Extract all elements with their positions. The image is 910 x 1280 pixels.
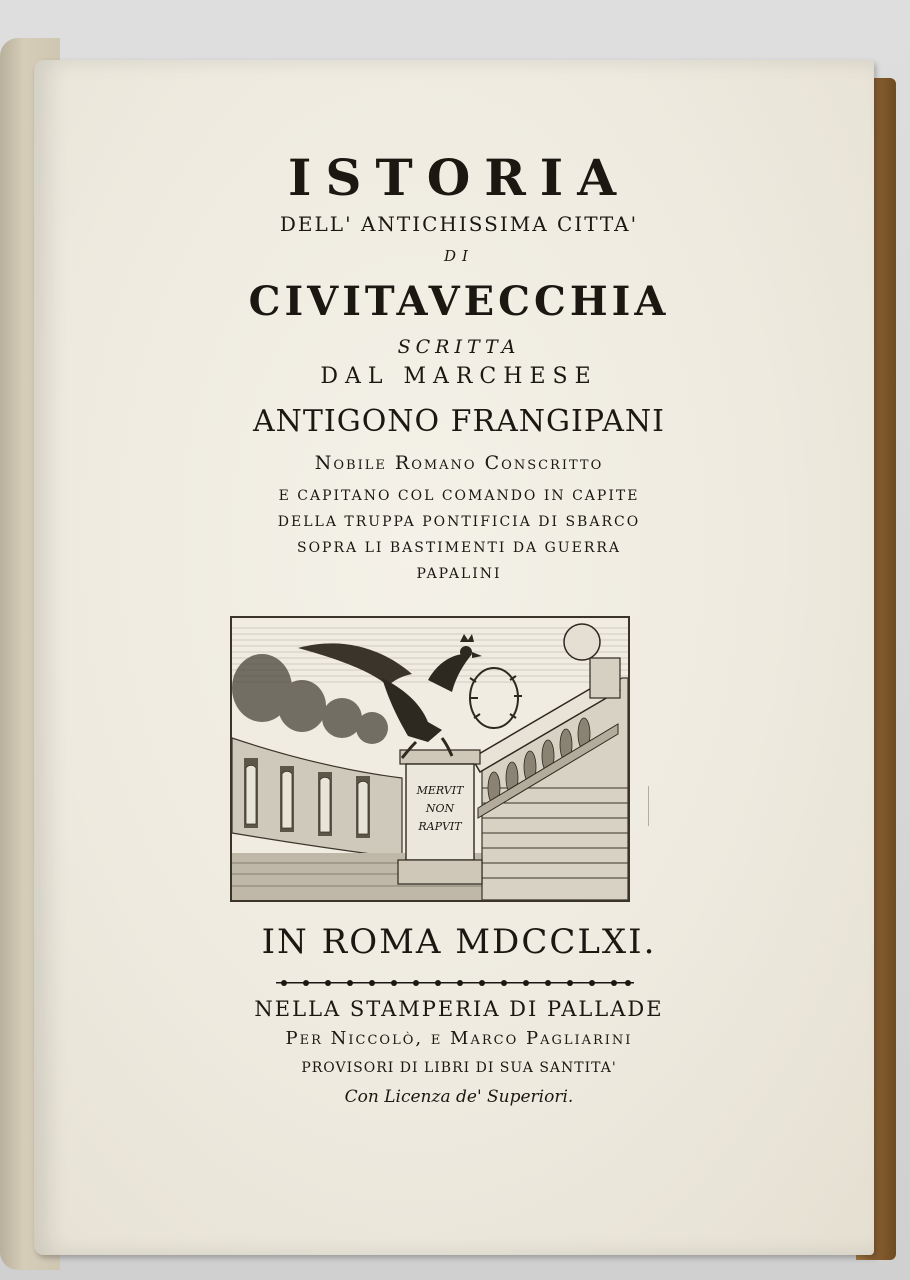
subtitle-line-2: DI (444, 247, 474, 265)
motto-line-1: MERVIT (416, 784, 464, 797)
curved-colonnade (232, 738, 402, 858)
scritta-line: SCRITTA (397, 336, 521, 358)
description-line-1: E CAPITANO COL COMANDO IN CAPITE (278, 488, 640, 504)
city-name: CIVITAVECCHIA (248, 278, 670, 325)
printer-line-2: Per Niccolò, e Marco Pagliarini (285, 1028, 633, 1049)
place-and-date: IN ROMA MDCCLXI. (261, 922, 657, 962)
dal-marchese-line: DAL MARCHESE (320, 364, 598, 389)
author-name: ANTIGONO FRANGIPANI (252, 404, 666, 439)
motto-line-3: RAPVIT (418, 820, 462, 833)
description-line-4: PAPALINI (416, 566, 502, 582)
author-rank: Nobile Romano Conscritto (314, 452, 604, 474)
description-line-2: DELLA TRUPPA PONTIFICIA DI SBARCO (277, 514, 641, 530)
printer-line-3: PROVISORI DI LIBRI DI SUA SANTITA' (301, 1060, 617, 1076)
printer-ornament-rule (276, 976, 634, 990)
laurel-wreath (470, 668, 522, 728)
pencil-mark (648, 786, 663, 826)
description-line-3: SOPRA LI BASTIMENTI DA GUERRA (296, 540, 622, 556)
motto-line-2: NON (425, 802, 455, 815)
license-line: Con Licenza de' Superiori. (344, 1087, 574, 1107)
book-title: ISTORIA (288, 148, 630, 207)
vignette-engraving (232, 618, 628, 900)
stone-globe-finial (564, 624, 600, 660)
printer-line-1: NELLA STAMPERIA DI PALLADE (254, 997, 664, 1021)
crowned-eagle (298, 634, 482, 758)
subtitle-line-1: DELL' ANTICHISSIMA CITTA' (279, 212, 639, 236)
pedestal (398, 750, 482, 884)
engraved-vignette (230, 616, 630, 902)
